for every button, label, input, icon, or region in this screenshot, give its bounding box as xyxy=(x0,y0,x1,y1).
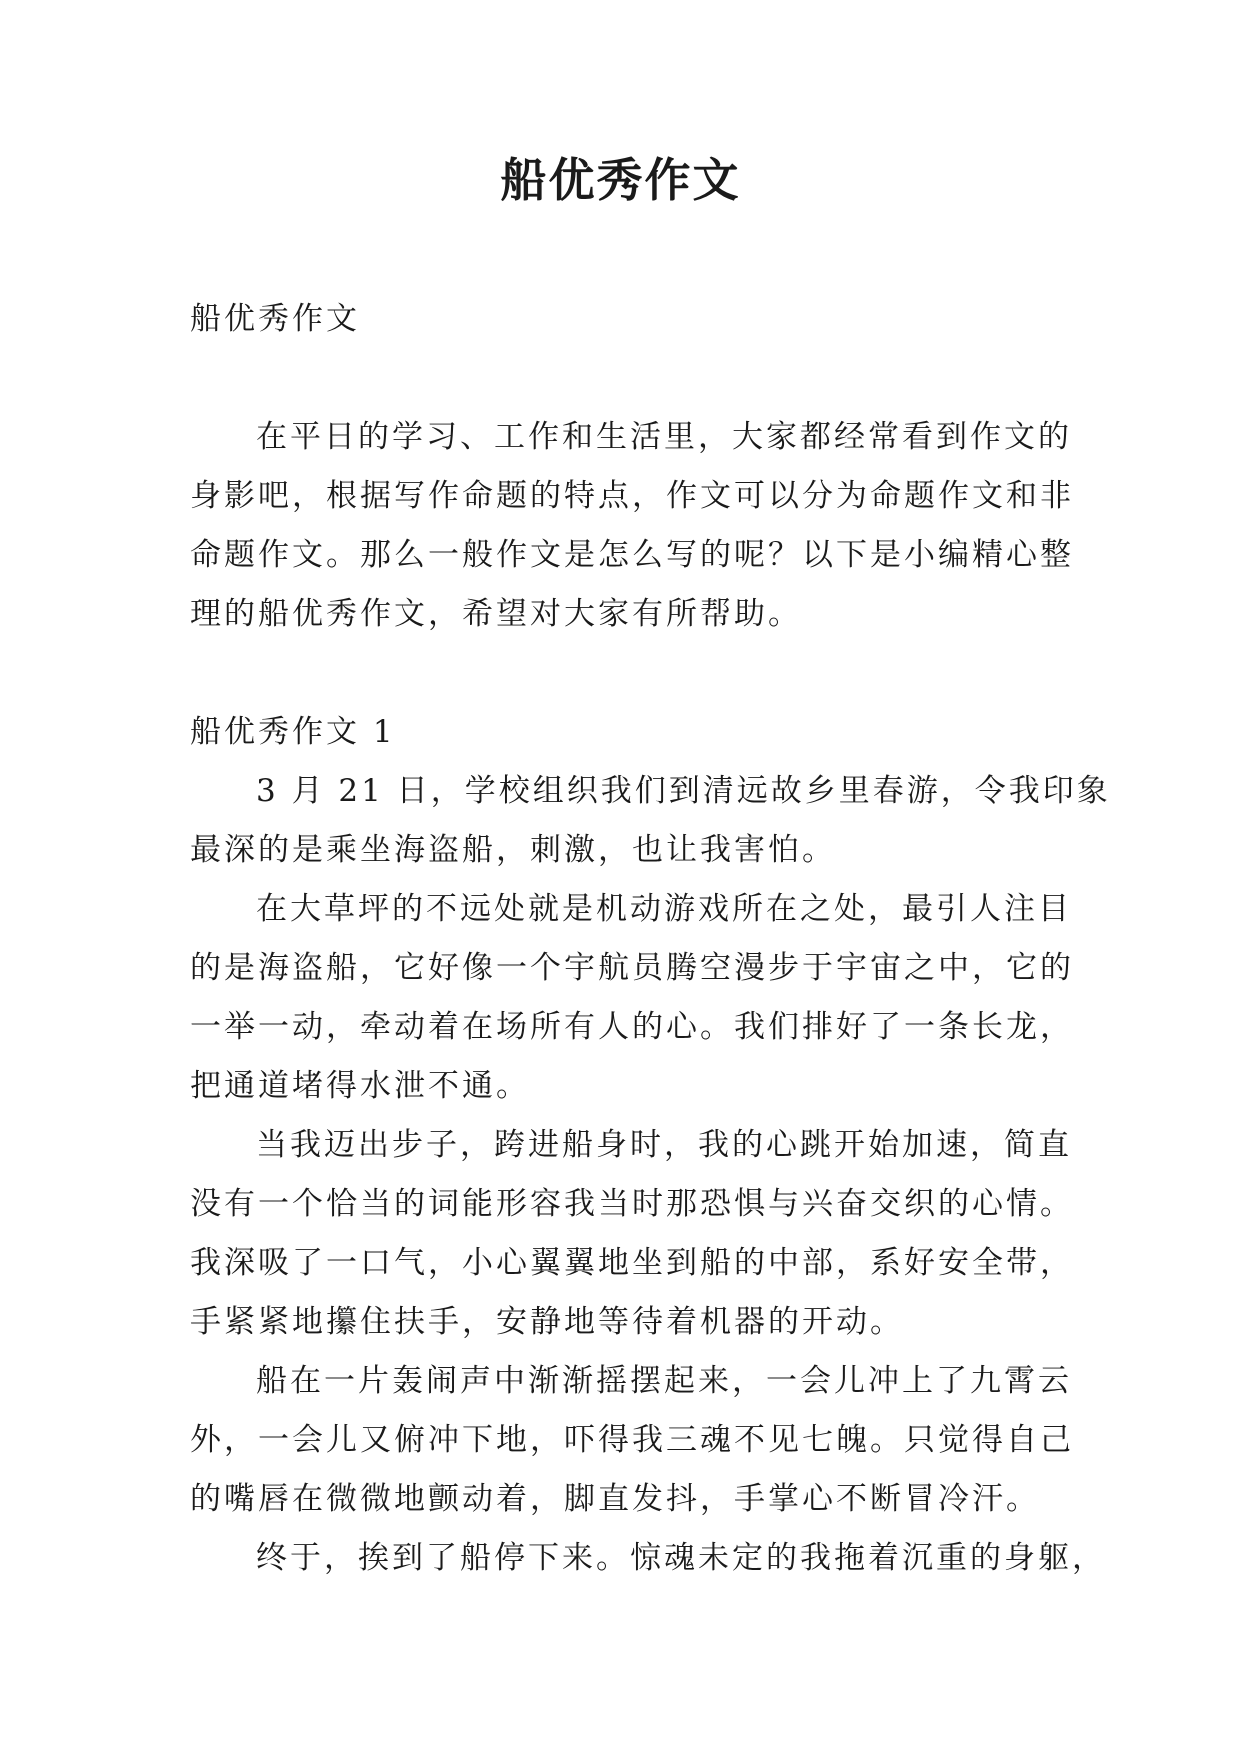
intro-line: 身影吧，根据写作命题的特点，作文可以分为命题作文和非 xyxy=(190,478,1074,514)
paragraph-line: 船在一片轰闹声中渐渐摇摆起来，一会儿冲上了九霄云 xyxy=(256,1363,1072,1399)
paragraph-line: 没有一个恰当的词能形容我当时那恐惧与兴奋交织的心情。 xyxy=(190,1186,1074,1222)
paragraph-line: 最深的是乘坐海盗船，刺激，也让我害怕。 xyxy=(190,832,836,868)
paragraph-1 xyxy=(190,762,1111,880)
paragraph-line: 一举一动，牵动着在场所有人的心。我们排好了一条长龙， xyxy=(190,1009,1074,1045)
paragraph-line: 终于，挨到了船停下来。惊魂未定的我拖着沉重的身躯， xyxy=(256,1540,1106,1576)
document-body xyxy=(190,290,1111,1588)
paragraph-line: 外，一会儿又俯冲下地，吓得我三魂不见七魄。只觉得自己 xyxy=(190,1422,1074,1458)
document-title: 船优秀作文 xyxy=(500,153,741,207)
paragraph-line: 我深吸了一口气，小心翼翼地坐到船的中部，系好安全带， xyxy=(190,1245,1074,1281)
intro-line: 命题作文。那么一般作文是怎么写的呢？以下是小编精心整 xyxy=(190,537,1074,573)
paragraph-line: 当我迈出步子，跨进船身时，我的心跳开始加速，简直 xyxy=(256,1127,1072,1163)
paragraph-5 xyxy=(190,1529,1106,1588)
intro-line: 在平日的学习、工作和生活里，大家都经常看到作文的 xyxy=(256,419,1072,455)
document-subtitle: 船优秀作文 xyxy=(190,301,360,337)
paragraph-line: 3 月 21 日，学校组织我们到清远故乡里春游，令我印象 xyxy=(256,773,1111,809)
paragraph-line: 的是海盗船，它好像一个宇航员腾空漫步于宇宙之中，它的 xyxy=(190,950,1074,986)
paragraph-line: 把通道堵得水泄不通。 xyxy=(190,1068,530,1104)
paragraph-line: 的嘴唇在微微地颤动着，脚直发抖，手掌心不断冒冷汗。 xyxy=(190,1481,1040,1517)
intro-paragraph xyxy=(190,408,1074,644)
intro-line: 理的船优秀作文，希望对大家有所帮助。 xyxy=(190,596,802,632)
section-heading: 船优秀作文 1 xyxy=(190,714,396,750)
paragraph-4 xyxy=(190,1352,1074,1529)
paragraph-2 xyxy=(190,880,1074,1116)
paragraph-line: 在大草坪的不远处就是机动游戏所在之处，最引人注目 xyxy=(256,891,1072,927)
spacer xyxy=(190,644,1060,703)
paragraph-3 xyxy=(190,1116,1074,1352)
paragraph-line: 手紧紧地攥住扶手，安静地等待着机器的开动。 xyxy=(190,1304,904,1340)
spacer xyxy=(190,349,1060,408)
